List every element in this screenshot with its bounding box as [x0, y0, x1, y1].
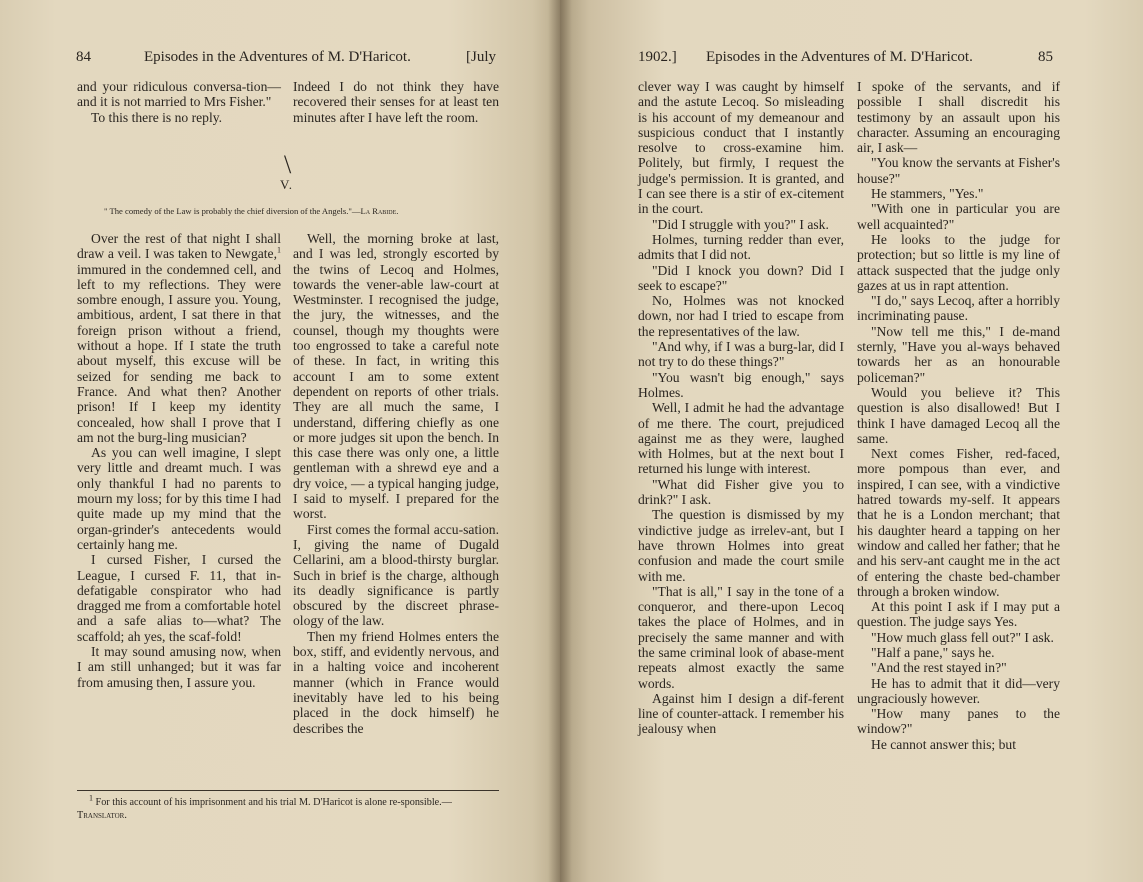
paragraph: "How much glass fell out?" I ask.	[871, 629, 1054, 645]
left-column-1	[77, 231, 281, 690]
paragraph: Well, the morning broke at last, and I was led, strongly escorted by the twins of Lecoq and Holmes, towards the vener-able law-court at Westminster. I recognised the judge, the jury, the witnesses, and the counsel, though my thoughts were too engrossed to take a careful note of these. In fact, in writing this account I am to some extent dependent on reports of other trials. They are all much the same, I understand, differing chiefly as one or more judges sit upon the bench. In this case there was only one, a little gentleman with a shrewd eye and a dry voice, — a typical hanging judge, I said to myself. I prepared for the worst.	[293, 231, 499, 522]
paragraph: First comes the formal accu-sation. I, giving the name of Dugald Cellarini, am a blood-thirsty burglar. Such in brief is the charge, although its deadly significance is partly obscured by the discreet phrase-ology of the law.	[293, 521, 499, 629]
footnote: $^1$ For this account of his imprisonment and his trial M. D'Haricot is alone re-sponsible.—Translator.	[77, 793, 452, 821]
epigraph-author: La Rabide.	[360, 206, 399, 216]
paragraph: The question is dismissed by my vindictive judge as irrelev-ant, but I have thrown Holmes into great confusion and made the court smile with me.	[638, 507, 844, 584]
paragraph: "You know the servants at Fisher's house?"	[857, 155, 1060, 186]
paragraph: At this point I ask if I may put a question. The judge says Yes.	[857, 599, 1060, 630]
epigraph-quote: " The comedy of the Law is probably the chief diversion of the Angels."—	[104, 206, 361, 216]
paragraph: Holmes, turning redder than ever, admits that I did not.	[638, 231, 844, 263]
paragraph: It may sound amusing now, when I am still unhanged; but it was far from amusing then, I assure you.	[77, 644, 281, 690]
paragraph: He cannot answer this; but	[871, 736, 1016, 752]
footnote-rule	[77, 790, 499, 791]
paragraph: He stammers, "Yes."	[871, 186, 984, 202]
paragraph: "How many panes to the window?"	[857, 706, 1060, 737]
paragraph: "With one in particular you are well acquainted?"	[857, 201, 1060, 232]
right-running-date: 1902.]	[638, 49, 677, 65]
ink-stroke-mark: \	[284, 150, 292, 179]
paragraph: He has to admit that it did—very ungraciously however.	[857, 675, 1060, 706]
footnote-number: 1	[89, 793, 93, 803]
book-gutter	[548, 0, 572, 882]
paragraph: "You wasn't big enough," says Holmes.	[638, 369, 844, 400]
paragraph: Over the rest of that night I shall draw a veil. I was taken to Newgate,$^1$ immured in the condemned cell, and left to my reflections. They were sombre enough, I assure you. Young, ambitious, ardent, I sat there in that foreign prison without a friend, without a hope. If I state the truth about myself, this excuse will be seized for sending me back to France. And what then? Another prison! If I keep my identity concealed, how shall I prove that I am not the burg-ling musician?	[77, 231, 281, 445]
paragraph: "Now tell me this," I de-mand sternly, "Have you al-ways behaved towards her as an honourable policeman?"	[857, 323, 1060, 385]
left-running-date: [July	[466, 49, 496, 65]
footnote-signature: Translator.	[77, 810, 127, 821]
left-column-2-top	[293, 79, 499, 125]
paragraph: "I do," says Lecoq, after a horribly incriminating pause.	[857, 293, 1060, 324]
paragraph: "What did Fisher give you to drink?" I ask.	[638, 476, 844, 508]
paragraph: "Did I knock you down? Did I seek to escape?"	[638, 262, 844, 293]
left-running-title: Episodes in the Adventures of M. D'Haricot.	[144, 49, 411, 65]
footnote-marker: 1	[277, 245, 281, 255]
paragraph: As you can well imagine, I slept very little and dreamt much. I was only thankful I had no parents to mourn my loss; for by this time I had quite made up my mind that the organ-grinder's antecedents would certainly hang me.	[77, 445, 281, 552]
paragraph: He looks to the judge for protection; but so little is my line of attack suspected that the judge only gazes at us in rapt attention.	[857, 231, 1060, 293]
right-page-number: 85	[1038, 49, 1053, 65]
right-page	[560, 0, 1143, 882]
left-page-number: 84	[76, 49, 91, 65]
left-column-1-top	[77, 79, 281, 125]
paragraph: No, Holmes was not knocked down, nor had I tried to escape from the representatives of the law.	[638, 293, 844, 339]
paragraph: Indeed I do not think they have recovered their senses for at least ten minutes after I have left the room.	[293, 79, 499, 125]
paragraph: "And why, if I was a burg-lar, did I not try to do these things?"	[638, 339, 844, 370]
paragraph: Would you believe it? This question is also disallowed! But I think I have damaged Lecoq all the same.	[857, 384, 1060, 446]
right-running-title: Episodes in the Adventures of M. D'Haricot.	[706, 49, 973, 65]
paragraph: Next comes Fisher, red-faced, more pompous than ever, and inspired, I can see, with a vindictive hatred towards my-self. It appears that he is a London merchant; that his daughter heard a tapping on her window and called her father; that he and his serv-ant caught me in the act of entering the chaste bed-chamber through a broken window.	[857, 446, 1060, 599]
paragraph: I spoke of the servants, and if possible I shall discredit his testimony by an assault upon his character. Assuming an encouraging air, I ask—	[857, 79, 1060, 156]
paragraph: clever way I was caught by himself and the astute Lecoq. So misleading is his account of my demeanour and suspicious conduct that I instantly resolve to cross-examine him. Politely, but firmly, I request the judge's permission. It is granted, and I can see there is a stir of ex-citement in the court.	[638, 79, 844, 217]
right-column-2	[857, 79, 1060, 752]
paragraph: I cursed Fisher, I cursed the League, I cursed F. 11, that in-defatigable conspirator who had dragged me from a comfortable hotel and a safe alias to—what? The scaffold; ah yes, the scaf-fold!	[77, 552, 281, 644]
paragraph: Against him I design a dif-ferent line of counter-attack. I remember his jealousy when	[638, 690, 844, 737]
paragraph: Well, I admit he had the advantage of me there. The court, prejudiced against me as they were, laughed with Holmes, but at the next bout I returned his lunge with interest.	[638, 400, 844, 477]
paragraph: "Half a pane," says he.	[871, 644, 995, 660]
paragraph: "That is all," I say in the tone of a conqueror, and there-upon Lecoq takes the place of Holmes, and in precisely the same manner and with the same criminal look of abase-ment repeats almost exactly the same words.	[638, 583, 844, 691]
paragraph: "And the rest stayed in?"	[871, 660, 1007, 676]
left-column-2	[293, 231, 499, 736]
paragraph: To this there is no reply.	[91, 109, 223, 125]
paragraph: "Did I struggle with you?" I ask.	[652, 216, 829, 232]
right-column-1	[638, 79, 844, 737]
left-page	[0, 0, 560, 882]
epigraph	[104, 206, 398, 216]
section-number: V.	[280, 177, 293, 192]
paragraph: Then my friend Holmes enters the box, stiff, and evidently nervous, and in a halting voice and incoherent manner (which in France would inevitably have led to his being placed in the dock himself) he describes the	[293, 628, 499, 736]
paragraph: and your ridiculous conversa-tion—and it is not married to Mrs Fisher."	[77, 79, 281, 110]
